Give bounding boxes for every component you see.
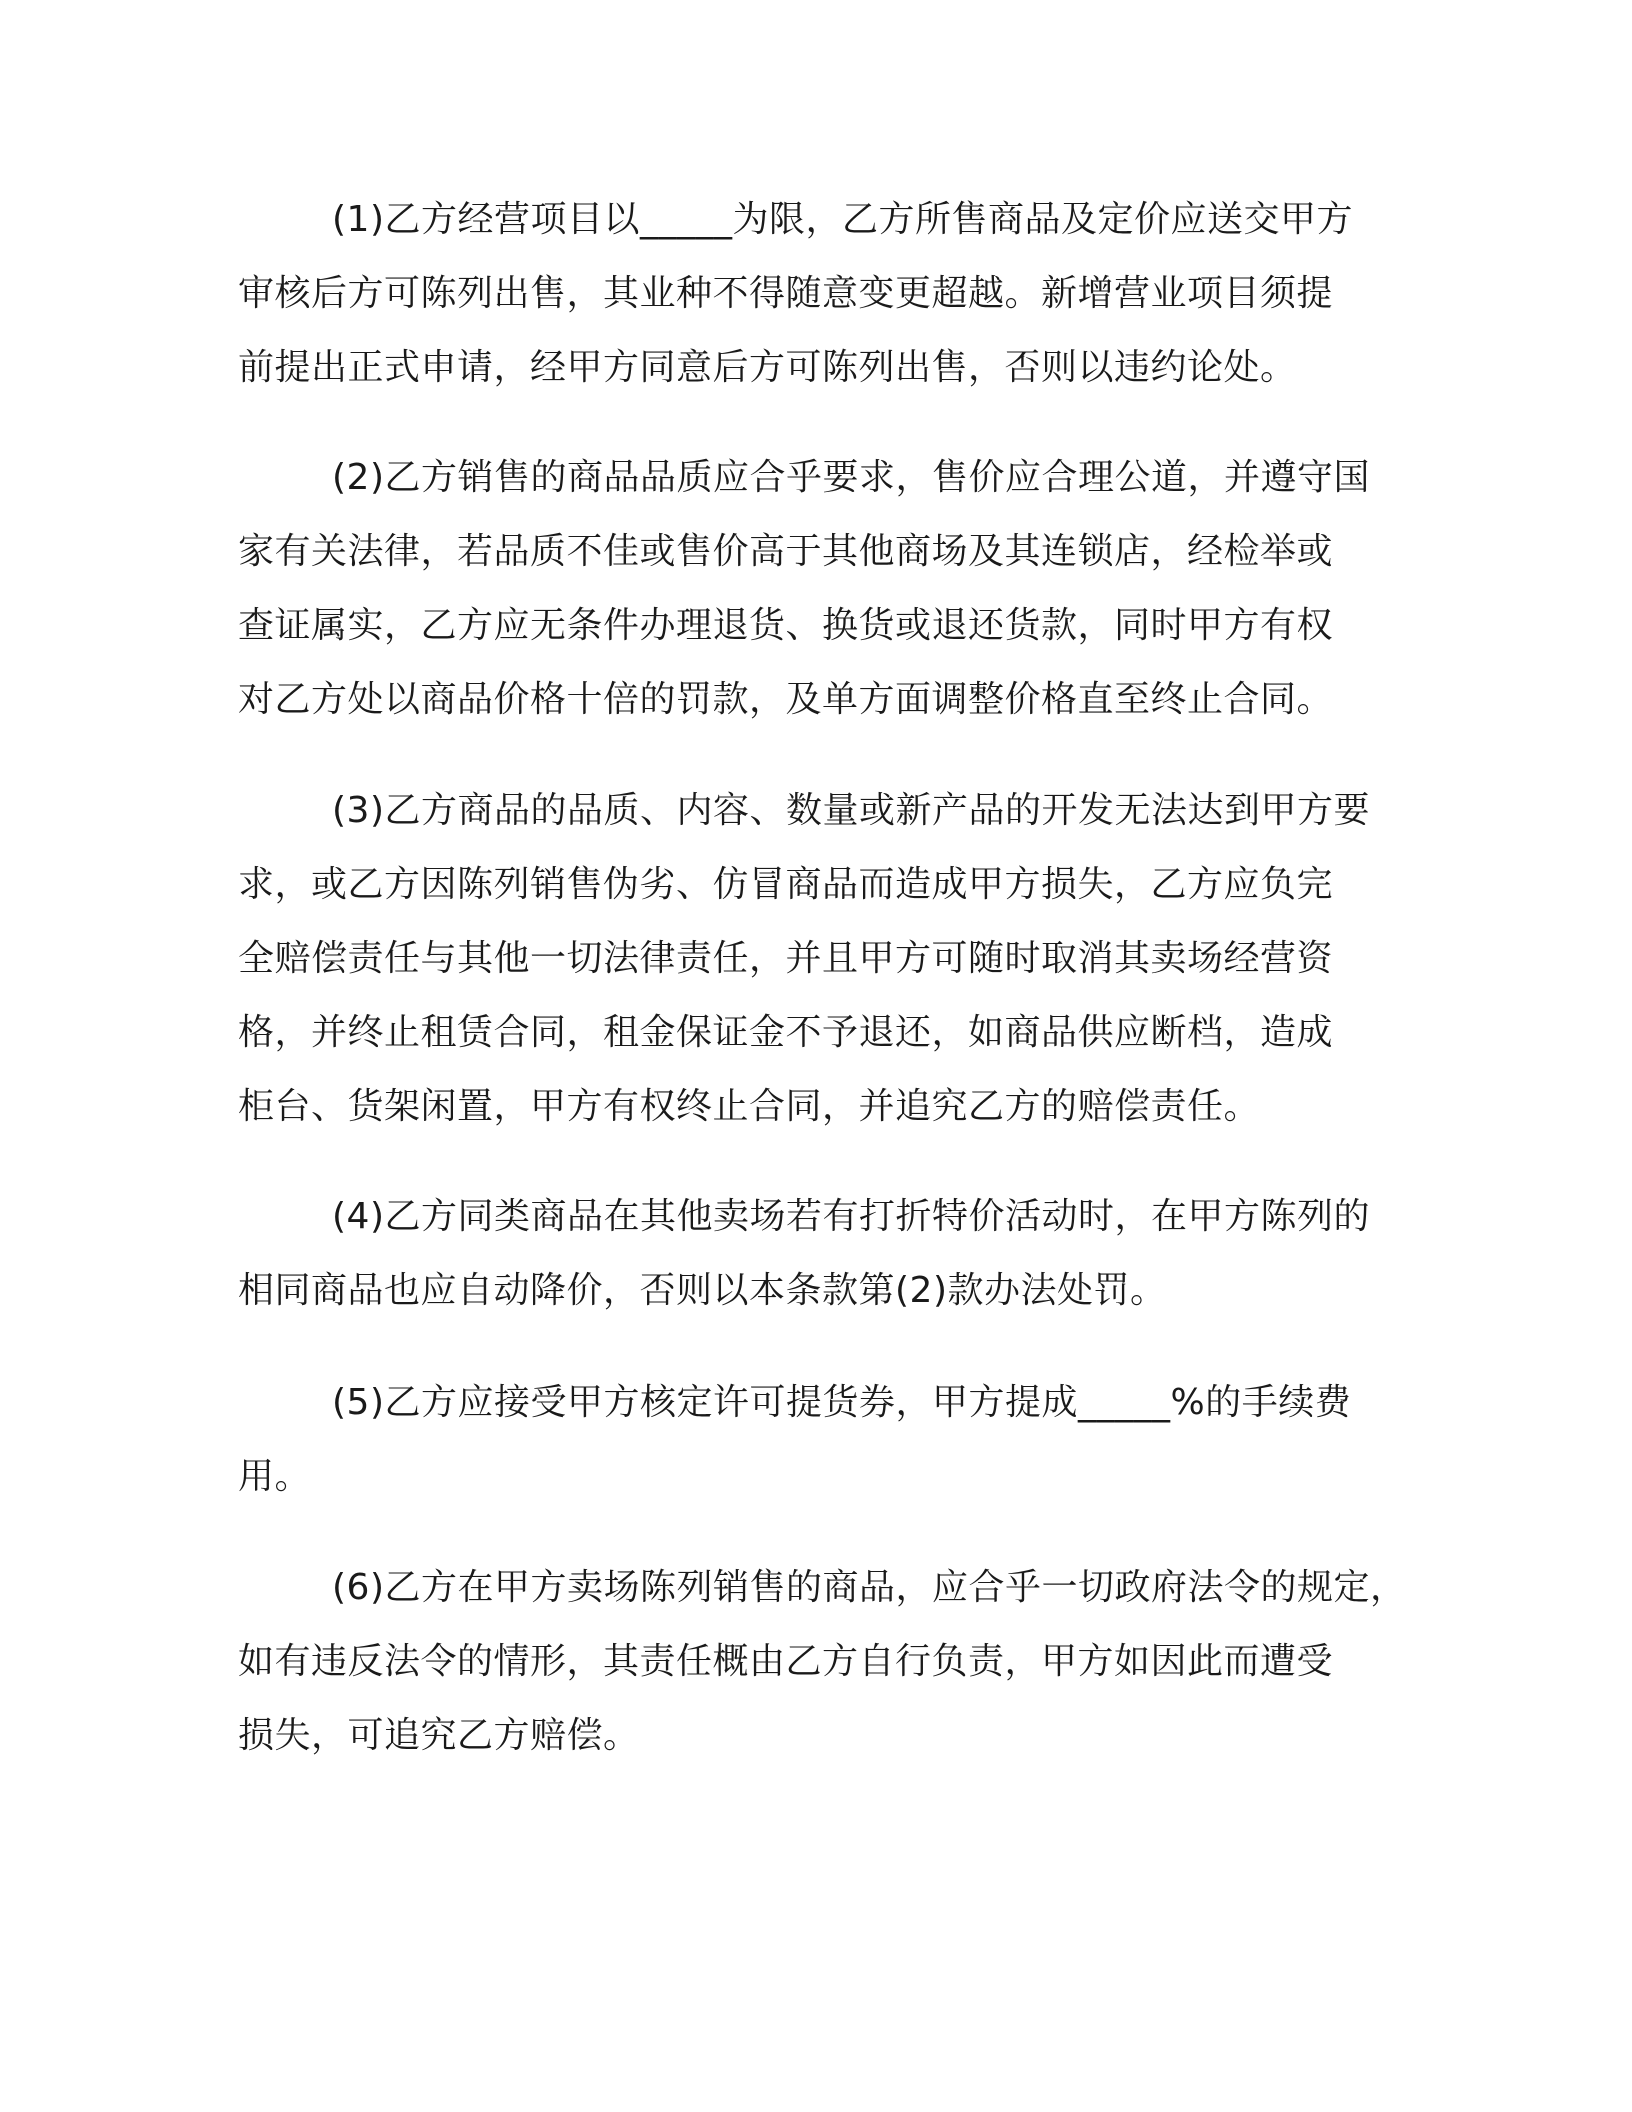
clause-line: (4)乙方同类商品在其他卖场若有打折特价活动时，在甲方陈列的 (332, 1196, 1370, 1237)
clause-2 (238, 441, 1418, 737)
clause-line: 用。 (238, 1456, 312, 1497)
clause-3 (238, 774, 1418, 1144)
clause-line: 审核后方可陈列出售，其业种不得随意变更超越。新增营业项目须提 (238, 273, 1334, 314)
clause-line: (1)乙方经营项目以_____为限，乙方所售商品及定价应送交甲方 (332, 199, 1353, 240)
clause-line: 损失，可追究乙方赔偿。 (238, 1715, 640, 1756)
clause-line: (6)乙方在甲方卖场陈列销售的商品，应合乎一切政府法令的规定， (332, 1567, 1407, 1608)
clause-line: 求，或乙方因陈列销售伪劣、仿冒商品而造成甲方损失，乙方应负完 (238, 864, 1334, 905)
clause-line: 前提出正式申请，经甲方同意后方可陈列出售，否则以违约论处。 (238, 347, 1297, 388)
clause-4 (238, 1180, 1418, 1328)
clause-line: 柜台、货架闲置，甲方有权终止合同，并追究乙方的赔偿责任。 (238, 1086, 1261, 1127)
clause-5 (238, 1366, 1418, 1514)
clause-line: (3)乙方商品的品质、内容、数量或新产品的开发无法达到甲方要 (332, 790, 1370, 831)
clause-line: 相同商品也应自动降价，否则以本条款第(2)款办法处罚。 (238, 1270, 1167, 1311)
clause-line: 家有关法律，若品质不佳或售价高于其他商场及其连锁店，经检举或 (238, 531, 1334, 572)
clause-line: 对乙方处以商品价格十倍的罚款，及单方面调整价格直至终止合同。 (238, 679, 1334, 720)
clause-line: 全赔偿责任与其他一切法律责任，并且甲方可随时取消其卖场经营资 (238, 938, 1334, 979)
clause-line: 查证属实，乙方应无条件办理退货、换货或退还货款，同时甲方有权 (238, 605, 1334, 646)
clause-line: (2)乙方销售的商品品质应合乎要求，售价应合理公道，并遵守国 (332, 457, 1370, 498)
clause-line: (5)乙方应接受甲方核定许可提货券，甲方提成_____%的手续费 (332, 1382, 1352, 1423)
clause-6 (238, 1551, 1418, 1773)
clause-line: 格，并终止租赁合同，租金保证金不予退还，如商品供应断档，造成 (238, 1012, 1334, 1053)
clause-1 (238, 183, 1418, 405)
clause-line: 如有违反法令的情形，其责任概由乙方自行负责，甲方如因此而遭受 (238, 1641, 1334, 1682)
